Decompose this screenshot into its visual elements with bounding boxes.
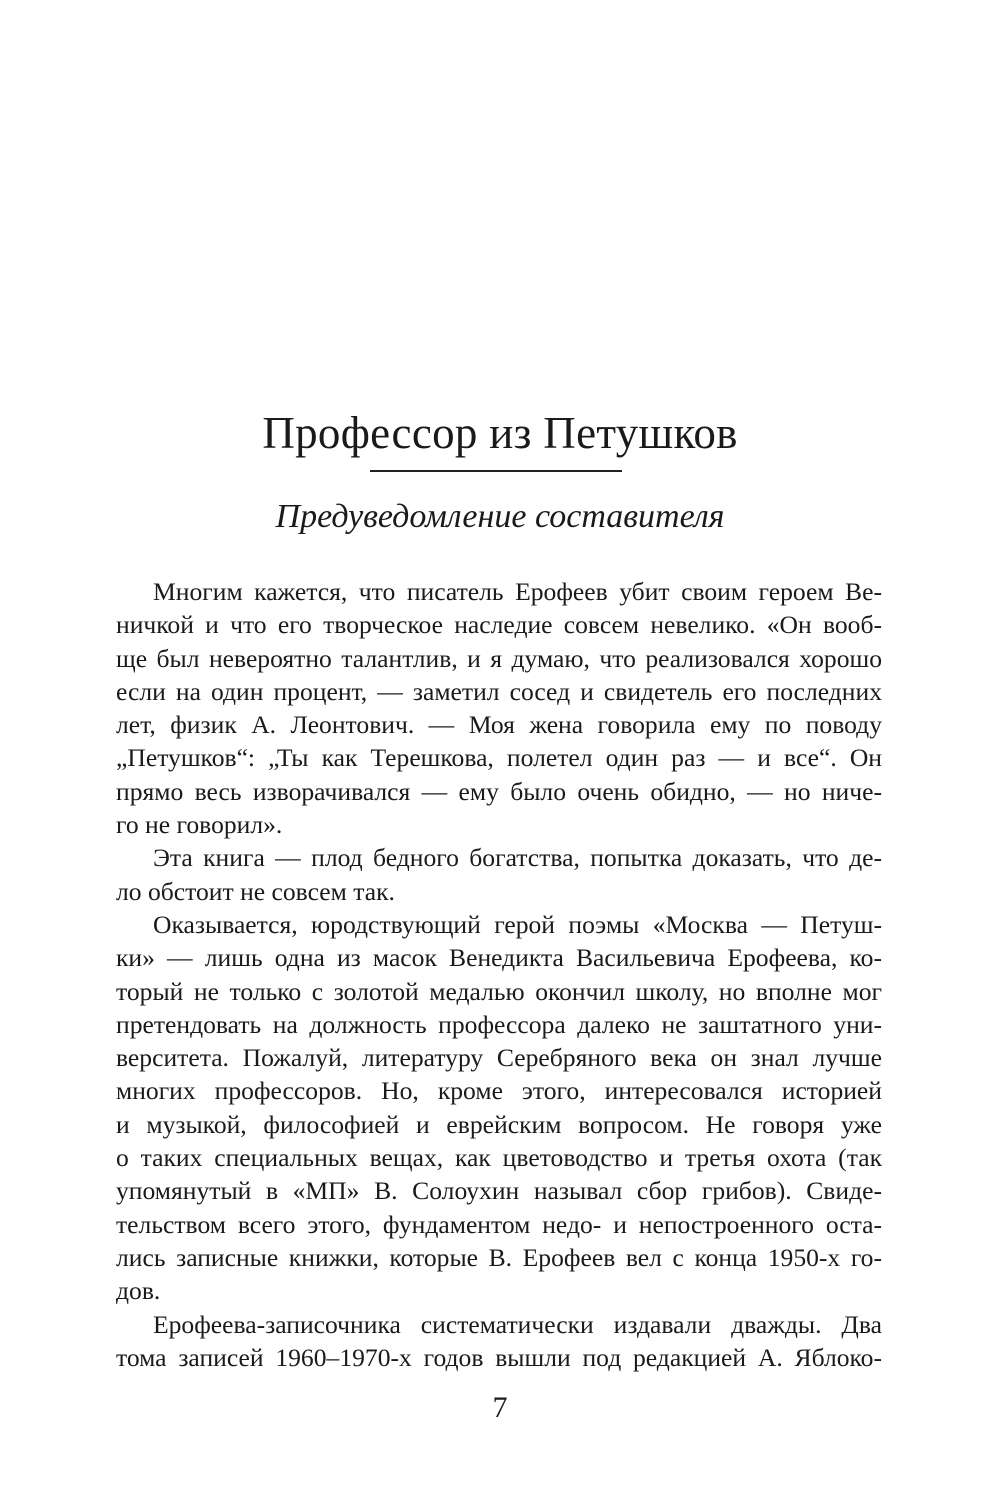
- text-line: упомянутый в «МП» В. Солоухин называл сбор грибов). Свиде-: [116, 1176, 882, 1206]
- text-line: Ерофеева-записочника систематически издавали дважды. Два: [153, 1309, 882, 1339]
- text-line: ще был невероятно талантлив, и я думаю, что реализовался хорошо: [116, 643, 882, 673]
- text-line: и музыкой, философией и еврейским вопросом. Не говоря уже: [116, 1109, 882, 1139]
- text-line: тома записей 1960–1970-х годов вышли под редакцией А. Яблоко-: [116, 1342, 882, 1372]
- text-line: лет, физик А. Леонтович. — Моя жена говорила ему по поводу: [116, 710, 882, 740]
- text-line: Эта книга — плод бедного богатства, попытка доказать, что де-: [153, 843, 882, 873]
- chapter-subtitle: Предуведомление составителя: [275, 498, 725, 535]
- title-divider: [370, 470, 622, 472]
- text-line: тельством всего этого, фундаментом недо- и непостроенного оста-: [116, 1209, 882, 1239]
- text-line: дов.: [116, 1276, 161, 1306]
- text-line: верситета. Пожалуй, литературу Серебряного века он знал лучше: [116, 1043, 882, 1073]
- text-line: ки» — лишь одна из масок Венедикта Васильевича Ерофеева, ко-: [116, 943, 882, 973]
- body-text: [116, 575, 882, 1374]
- page-number: 7: [492, 1391, 508, 1424]
- text-line: ло обстоит не совсем так.: [116, 876, 395, 906]
- text-line: если на один процент, — заметил сосед и свидетель его последних: [116, 676, 882, 706]
- text-line: о таких специальных вещах, как цветоводство и третья охота (так: [116, 1143, 882, 1173]
- text-line: Оказывается, юродствующий герой поэмы «Москва — Петуш-: [153, 909, 882, 939]
- text-line: го не говорил».: [116, 810, 283, 840]
- text-line: торый не только с золотой медалью окончил школу, но вполне мог: [116, 976, 882, 1006]
- text-line: претендовать на должность профессора далеко не заштатного уни-: [116, 1009, 882, 1039]
- text-line: Многим кажется, что писатель Ерофеев убит своим героем Ве-: [153, 577, 882, 606]
- text-line: „Петушков“: „Ты как Терешкова, полетел один раз — и все“. Он: [116, 743, 882, 773]
- text-line: лись записные книжки, которые В. Ерофеев вел с конца 1950-х го-: [116, 1242, 882, 1272]
- text-line: прямо весь изворачивался — ему было очень обидно, — но ниче-: [116, 776, 882, 806]
- text-line: многих профессоров. Но, кроме этого, интересовался историей: [116, 1076, 882, 1106]
- text-line: ничкой и что его творческое наследие совсем невелико. «Он вооб-: [116, 610, 882, 640]
- chapter-title: Профессор из Петушков: [262, 408, 738, 458]
